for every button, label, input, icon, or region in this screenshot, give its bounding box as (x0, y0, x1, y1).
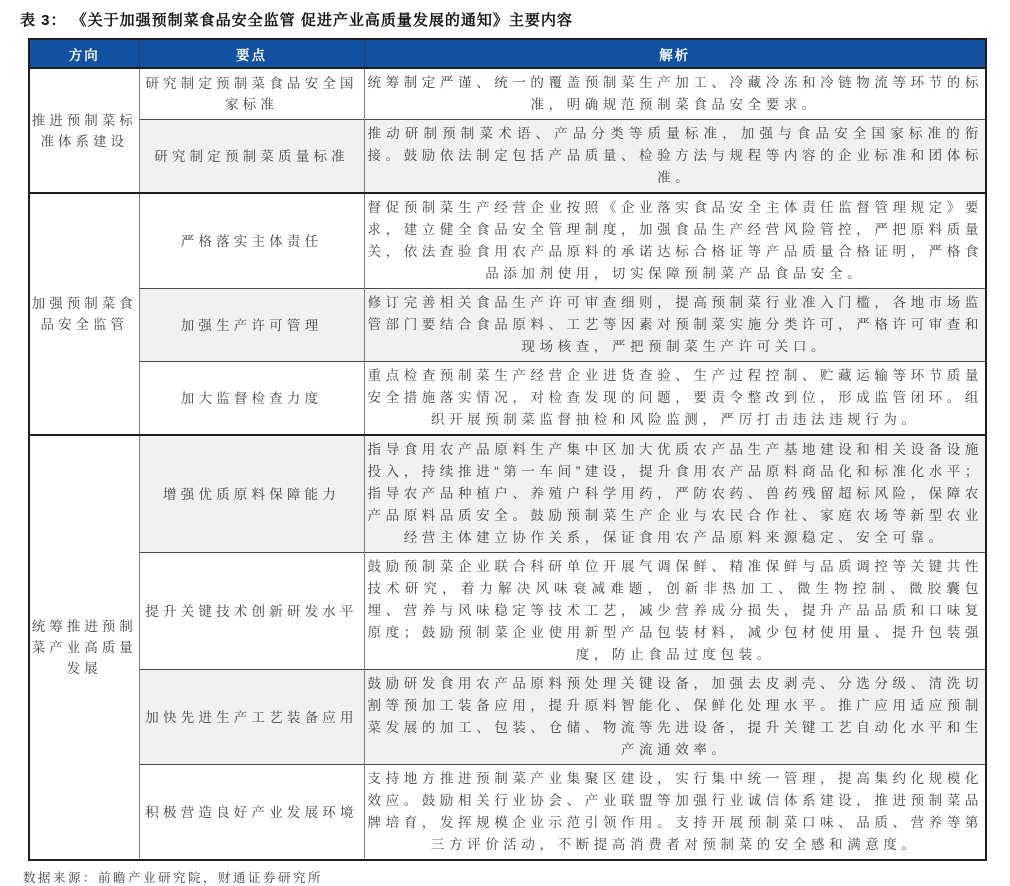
point-cell: 研究制定预制菜食品安全国家标准 (139, 68, 364, 120)
table-row (29, 435, 986, 553)
table-row (29, 670, 986, 765)
table-row (29, 68, 986, 120)
detail-cell: 指导食用农产品原料生产集中区加大优质农产品生产基地建设和相关设备设施投入，持续推进“第一车间”建设，提升食用农产品原料商品化和标准化水平；指导农产品种植户、养殖户科学用药，严防农药、兽药残留超标风险，保障农产品原料品质安全。鼓励预制菜生产企业与农民合作社、家庭农场等新型农业经营主体建立协作关系，保证食用农产品原料来源稳定、安全可靠。 (364, 435, 986, 553)
point-cell: 增强优质原料保障能力 (139, 435, 364, 553)
detail-cell: 统筹制定严谨、统一的覆盖预制菜生产加工、冷藏冷冻和冷链物流等环节的标准，明确规范预制菜食品安全要求。 (364, 68, 986, 120)
content-table (28, 38, 987, 861)
detail-cell: 鼓励预制菜企业联合科研单位开展气调保鲜、精准保鲜与品质调控等关键共性技术研究，着力解决风味衰减难题，创新非热加工、微生物控制、微胶囊包埋、营养与风味稳定等技术工艺，减少营养成分损失，提升产品品质和口味复原度；鼓励预制菜企业使用新型产品包装材料，减少包材使用量、提升包装强度，防止食品过度包装。 (364, 553, 986, 670)
detail-cell: 修订完善相关食品生产许可审查细则，提高预制菜行业准入门槛，各地市场监管部门要结合食品原料、工艺等因素对预制菜实施分类许可，严格许可审查和现场核查，严把预制菜生产许可关口。 (364, 289, 986, 362)
table-row (29, 553, 986, 670)
table-row (29, 289, 986, 362)
detail-cell: 支持地方推进预制菜产业集聚区建设，实行集中统一管理，提高集约化规模化效应。鼓励相关行业协会、产业联盟等加强行业诚信体系建设，推进预制菜品牌培育，发挥规模企业示范引领作用。支持开展预制菜口味、品质、营养等第三方评价活动，不断提高消费者对预制菜的安全感和满意度。 (364, 765, 986, 861)
direction-cell: 加强预制菜食品安全监管 (29, 193, 139, 435)
point-cell: 严格落实主体责任 (139, 193, 364, 289)
table-body (29, 68, 986, 860)
point-cell: 加强生产许可管理 (139, 289, 364, 362)
point-cell: 提升关键技术创新研发水平 (139, 553, 364, 670)
direction-cell: 推进预制菜标准体系建设 (29, 68, 139, 193)
table-row (29, 765, 986, 861)
header-point: 要点 (139, 39, 364, 68)
header-analysis: 解析 (364, 39, 986, 68)
header-direction: 方向 (29, 39, 139, 68)
table-header (29, 39, 986, 68)
detail-cell: 督促预制菜生产经营企业按照《企业落实食品安全主体责任监督管理规定》要求，建立健全食品安全管理制度，加强食品生产经营风险管控，严把原料质量关，依法查验食用农产品原料的承诺达标合格证等产品质量合格证明，严格食品添加剂使用，切实保障预制菜产品食品安全。 (364, 193, 986, 289)
point-cell: 加快先进生产工艺装备应用 (139, 670, 364, 765)
table-row (29, 193, 986, 289)
point-cell: 积极营造良好产业发展环境 (139, 765, 364, 861)
detail-cell: 重点检查预制菜生产经营企业进货查验、生产过程控制、贮藏运输等环节质量安全措施落实情况，对检查发现的问题，要责令整改到位，形成监管闭环。组织开展预制菜监督抽检和风险监测，严厉打击违法违规行为。 (364, 362, 986, 436)
detail-cell: 鼓励研发食用农产品原料预处理关键设备，加强去皮剥壳、分选分级、清洗切割等预加工装备应用，提升原料智能化、保鲜化处理水平。推广应用适应预制菜发展的加工、包装、仓储、物流等先进设备，提升关键工艺自动化水平和生产流通效率。 (364, 670, 986, 765)
direction-cell: 统筹推进预制菜产业高质量发展 (29, 435, 139, 860)
point-cell: 研究制定预制菜质量标准 (139, 120, 364, 194)
report-title: 表 3： 《关于加强预制菜食品安全监管 促进产业高质量发展的通知》主要内容 (20, 12, 573, 29)
data-source: 数据来源：前瞻产业研究院，财通证券研究所 (23, 871, 324, 885)
point-cell: 加大监督检查力度 (139, 362, 364, 436)
table-row (29, 362, 986, 436)
detail-cell: 推动研制预制菜术语、产品分类等质量标准，加强与食品安全国家标准的衔接。鼓励依法制定包括产品质量、检验方法与规程等内容的企业标准和团体标准。 (364, 120, 986, 194)
table-row (29, 120, 986, 194)
header-row (29, 39, 986, 68)
